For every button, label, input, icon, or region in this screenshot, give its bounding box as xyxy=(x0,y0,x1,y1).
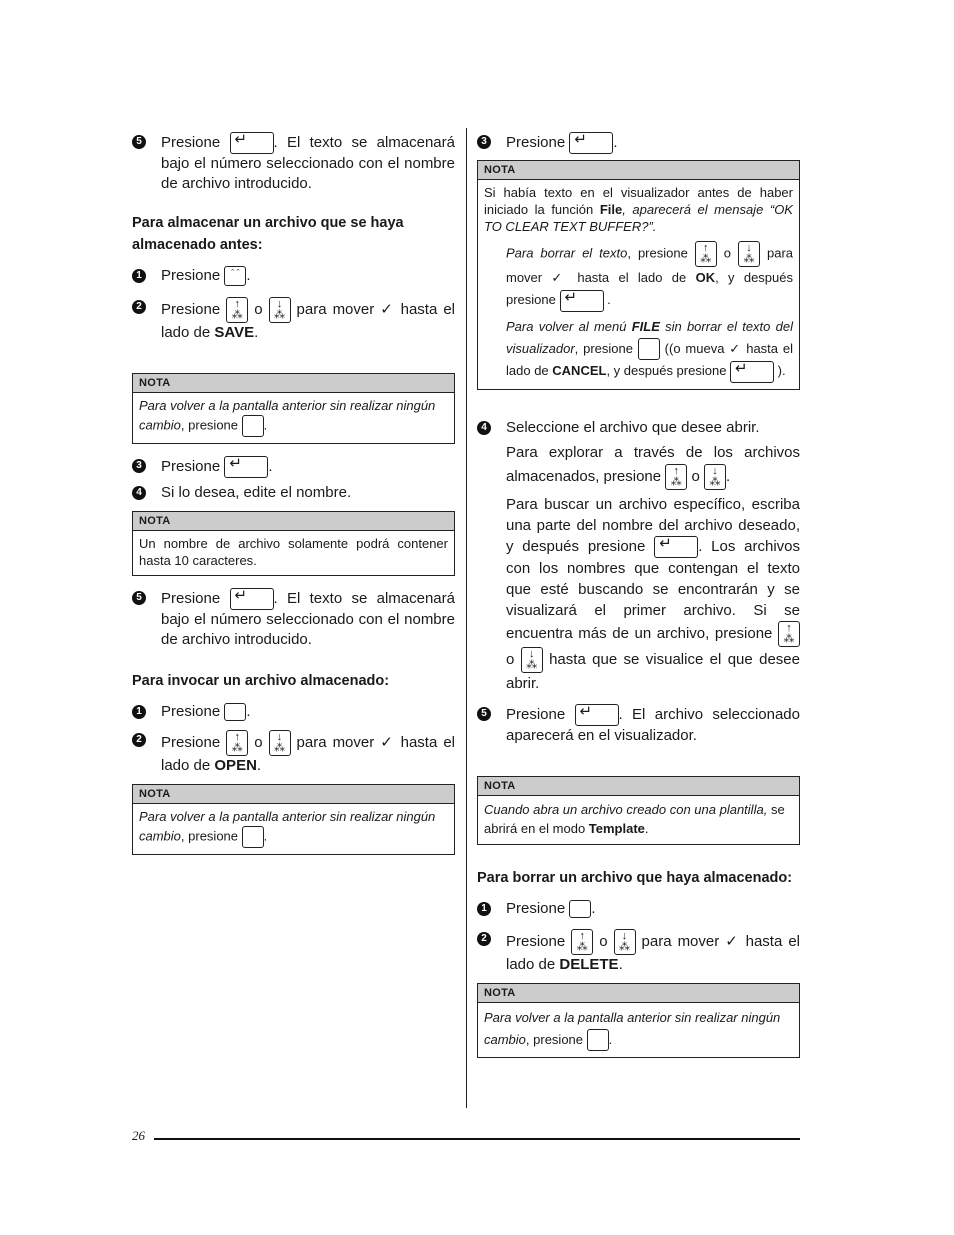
save-step-1: 1 Presione ˆ ˆ . xyxy=(132,266,455,286)
step-3-left: 3 Presione ↵ . xyxy=(132,456,455,478)
down-arrow-key-icon: ↓ ⁂ xyxy=(738,241,760,267)
up-arrow-key-icon: ↑ ⁂ xyxy=(665,464,687,490)
nota-box-5: NOTA Cuando abra un archivo creado con una plantilla, se abrirá en el modo Template. xyxy=(477,776,800,845)
nota-box-4: NOTA Si había texto en el visualizador antes de haber iniciado la función File, aparecerá el mensaje “OK TO CLEAR TEXT BUFFER?”. Para borrar el texto, presione ↑ ⁂ o ↓ ⁂ para mover ✓ hasta el lado de OK, y después presione ↵ . Para volver al menú FILE sin borrar el texto del visualizador, presione ((o mueva ✓ hasta el lado de CANCEL, y después presione ↵ ). xyxy=(477,160,800,390)
nota-title: NOTA xyxy=(133,374,454,393)
nota-box-6: NOTA Para volver a la pantalla anterior sin realizar ningún cambio, presione . xyxy=(477,983,800,1059)
delete-step-2: 2 Presione ↑ ⁂ o ↓ ⁂ para mover ✓ hasta el lado de DELETE. xyxy=(477,929,800,975)
footer-rule xyxy=(154,1138,800,1140)
enter-key-icon xyxy=(575,704,619,726)
file-key-icon xyxy=(224,703,246,721)
enter-key-icon xyxy=(569,132,613,154)
page-footer xyxy=(132,1128,800,1148)
up-arrow-key-icon: ↑ ⁂ xyxy=(695,241,717,267)
nota-box-3: NOTA Para volver a la pantalla anterior sin realizar ningún cambio, presione . xyxy=(132,784,455,855)
file-key-icon: ˆ ˆ xyxy=(224,266,246,286)
step-3-right: 3 Presione ↵ . xyxy=(477,132,800,154)
up-arrow-key-icon: ↑ ⁂ xyxy=(778,621,800,647)
delete-step-1: 1 Presione . xyxy=(477,899,800,919)
heading-open: Para invocar un archivo almacenado: xyxy=(132,673,390,690)
nota4-para-3: Para volver al menú FILE sin borrar el texto del visualizador, presione ((o mueva ✓ hasta el lado de CANCEL, y después presione ↵ ). xyxy=(484,316,793,383)
cancel-key-icon xyxy=(587,1029,609,1051)
nota4-para-2: Para borrar el texto, presione ↑ ⁂ o ↓ ⁂ para mover ✓ hasta el lado de OK, y después presione ↵ . xyxy=(484,241,793,312)
enter-key-icon xyxy=(230,132,274,154)
left-column xyxy=(132,128,455,855)
down-arrow-key-icon: ↓ ⁂ xyxy=(269,297,291,323)
save-step-2: 2 Presione ↑ ⁂ o ↓ ⁂ para mover ✓ hasta el lado de SAVE. xyxy=(132,297,455,343)
step-4-left: 4 Si lo desea, edite el nombre. xyxy=(132,483,455,503)
heading-save-existing: Para almacenar un archivo que se haya almacenado antes: xyxy=(132,215,404,253)
enter-key-icon xyxy=(230,588,274,610)
nota-body: Para volver a la pantalla anterior sin realizar ningún cambio, presione . xyxy=(133,393,454,443)
up-arrow-key-icon: ↑ ⁂ xyxy=(571,929,593,955)
step-4-right: 4 Seleccione el archivo que desee abrir. Para explorar a través de los archivos almacenados, presione ↑ ⁂ o ↓ ⁂ . Para buscar un archivo específico, escriba una parte del nombre del archivo deseado, y después presione ↵ . Los archivos con los nombres que contengan el texto que esté buscando se encontrarán y se visualizará el primer archivo. Si se encuentra más de un archivo, presione ↑ ⁂ o ↓ ⁂ hasta que se visualice el que desee abrir. xyxy=(477,418,800,694)
cancel-key-icon xyxy=(242,415,264,437)
up-arrow-key-icon: ↑ ⁂ xyxy=(226,297,248,323)
up-arrow-key-icon: ↑ ⁂ xyxy=(226,730,248,756)
down-arrow-key-icon: ↓ ⁂ xyxy=(269,730,291,756)
enter-key-icon xyxy=(224,456,268,478)
nota4-para-1: Si había texto en el visualizador antes de haber iniciado la función File, aparecerá el mensaje “OK TO CLEAR TEXT BUFFER?”. xyxy=(484,185,793,234)
open-step-2: 2 Presione ↑ ⁂ o ↓ ⁂ para mover ✓ hasta el lado de OPEN. xyxy=(132,730,455,776)
nota-box-2: NOTA Un nombre de archivo solamente podrá contener hasta 10 caracteres. xyxy=(132,511,455,576)
enter-key-icon xyxy=(730,361,774,383)
enter-key-icon xyxy=(560,290,604,312)
page-number: 26 xyxy=(132,1128,145,1143)
column-divider xyxy=(466,128,467,1108)
cancel-key-icon xyxy=(242,826,264,848)
down-arrow-key-icon: ↓ ⁂ xyxy=(704,464,726,490)
file-key-icon xyxy=(569,900,591,918)
open-step-1: 1 Presione . xyxy=(132,702,455,722)
step-5-store: 5 Presione ↵ . El texto se almacenará bajo el número seleccionado con el nombre de archivo introducido. xyxy=(132,132,455,194)
heading-delete: Para borrar un archivo que haya almacenado: xyxy=(477,869,793,886)
enter-key-icon xyxy=(654,536,698,558)
nota-box-1 xyxy=(132,373,455,444)
step-5-store-b: 5 Presione ↵ . El texto se almacenará bajo el número seleccionado con el nombre de archivo introducido. xyxy=(132,588,455,650)
right-column xyxy=(477,128,800,1058)
down-arrow-key-icon: ↓ ⁂ xyxy=(614,929,636,955)
step-5-right: 5 Presione ↵ . El archivo seleccionado aparecerá en el visualizador. xyxy=(477,704,800,746)
step-number: 5 xyxy=(132,135,146,149)
cancel-key-icon xyxy=(638,338,660,360)
down-arrow-key-icon: ↓ ⁂ xyxy=(521,647,543,673)
